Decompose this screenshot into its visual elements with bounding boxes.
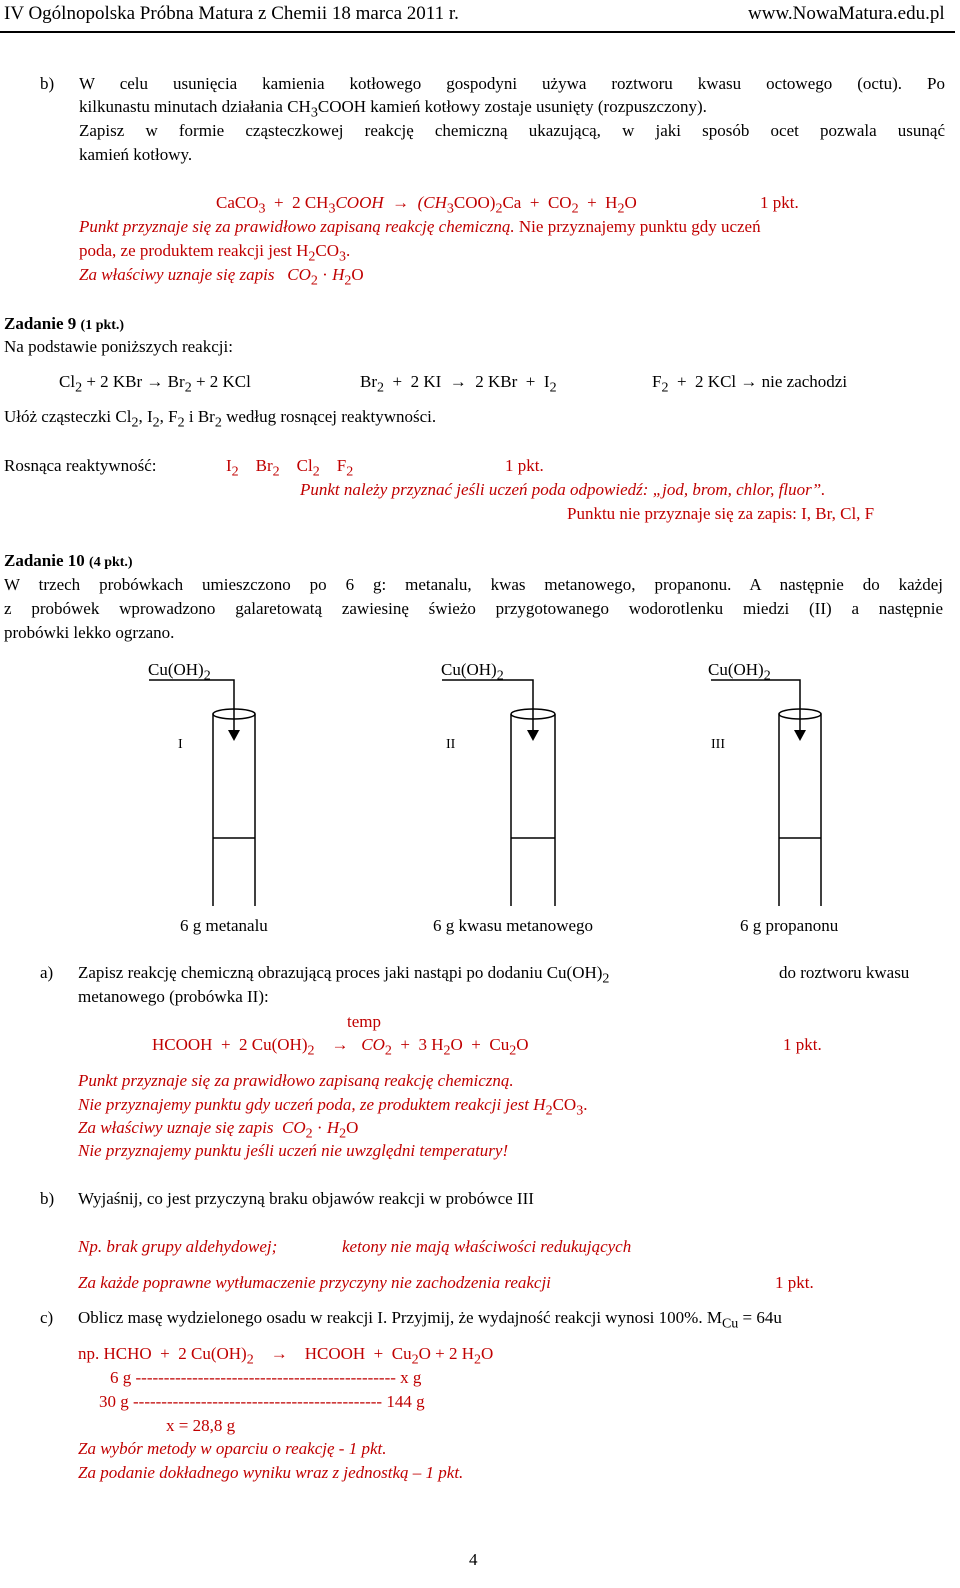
task9-points: 1 pkt. (505, 456, 544, 475)
task10a-note3: Za właściwy uznaje się zapis $CO_2 \cdot H_2O$ (78, 1118, 359, 1142)
header-title: IV Ogólnopolska Próbna Matura z Chemii 18 marca 2011 r. (4, 3, 459, 24)
test-tube-1 (149, 680, 255, 906)
task10b-question: Wyjaśnij, co jest przyczyną braku objawów reakcji w probówce III (78, 1189, 534, 1208)
tube2-roman: II (446, 737, 456, 752)
page-number: 4 (469, 1550, 478, 1569)
task10c-label: c) (40, 1308, 54, 1327)
task10c-note2: Za podanie dokładnego wyniku wraz z jednostką – 1 pkt. (78, 1463, 464, 1482)
task10b-answer2: ketony nie mają właściwości redukujących (342, 1237, 632, 1256)
t8-l2-post: COOH kamień kotłowy zostaje usunięty (rozpuszczony). (317, 97, 707, 116)
task10b-points: 1 pkt. (775, 1273, 814, 1292)
t9-r3-tail: nie zachodzi (761, 372, 848, 391)
t9-order-pre: Ułóż cząsteczki (4, 407, 112, 426)
tube1-roman: I (178, 737, 183, 752)
task8b-line3: Zapisz w formie cząsteczkowej reakcję chemiczną ukazującą, w jaki sposób ocet pozwala usunąć (79, 121, 945, 140)
t10-title: Zadanie 10 (4, 551, 85, 570)
t10a-note3: Za właściwy uznaje się zapis (78, 1118, 274, 1137)
t8-note1: Punkt przyznaje się za prawidłowo zapisaną reakcję chemiczną. (79, 217, 515, 236)
t10c-q: Oblicz masę wydzielonego osadu w reakcji I. Przyjmij, że wydajność reakcji wynosi 100%. M (78, 1308, 722, 1327)
test-tube-3 (711, 680, 821, 906)
task10a-equation: HCOOH + 2 $Cu(OH)_2$ → $CO_2 + 3$ $H_2O + Cu_2O$ (152, 1035, 529, 1059)
task10b-note: Za każde poprawne wytłumaczenie przyczyny nie zachodzenia reakcji (78, 1273, 551, 1292)
tube3-label: 6 g propanonu (740, 916, 839, 935)
t9-title: Zadanie 9 (4, 314, 77, 333)
t8-note2: Nie przyznajemy punktu gdy uczeń (518, 217, 761, 236)
task8b-line4: kamień kotłowy. (79, 145, 193, 164)
task8b-note-line3: Za właściwy uznaje się zapis $CO_2 \cdot H_2O$ (79, 265, 364, 289)
task10a-note4: Nie przyznajemy punktu jeśli uczeń nie uwzględni temperatury! (78, 1141, 509, 1160)
t10-points: (4 pkt.) (89, 555, 133, 570)
task10c-note1: Za wybór metody w oparciu o reakcję - 1 pkt. (78, 1439, 387, 1458)
task10c-line3: 30 g -------------------------------------------- 144 g (99, 1392, 425, 1411)
task10a-points: 1 pkt. (783, 1035, 822, 1054)
task10a-question-1: Zapisz reakcję chemiczną obrazującą proces jaki nastąpi po dodaniu $Cu(OH)_2$ (78, 963, 610, 987)
task9-answer-label: Rosnąca reaktywność: (4, 456, 157, 475)
task9-reaction-3: $F_2 + 2$ KCl → nie zachodzi (652, 372, 848, 396)
task10a-note2: Nie przyznajemy punktu gdy uczeń poda, ze produktem reakcji jest $H_2CO_3$. (78, 1095, 588, 1119)
task9-answer: $I_2$ $Br_2$ $Cl_2$ $F_2$ (226, 456, 354, 480)
task10b-answer1: Np. brak grupy aldehydowej; (78, 1237, 278, 1256)
tube1-reagent: $Cu(OH)_2$ (148, 660, 211, 684)
tube3-reagent: $Cu(OH)_2$ (708, 660, 771, 684)
task8b-label: b) (40, 74, 55, 93)
t9-points: (1 pkt.) (80, 318, 125, 333)
tube3-roman: III (711, 737, 725, 752)
tube1-label: 6 g metanalu (180, 916, 268, 935)
t8-note3: poda, ze produktem reakcji jest (79, 241, 292, 260)
task10a-temp: temp (347, 1012, 381, 1031)
task9-reaction-2: $Br_2 + 2$ KI → 2 KBr + $I_2$ (360, 372, 557, 396)
task10a-label: a) (40, 963, 54, 982)
task9-note1: Punkt należy przyznać jeśli uczeń poda odpowiedź: „jod, brom, chlor, fluor”. (300, 480, 826, 499)
task9-order-question: Ułóż cząsteczki $Cl_2$, $I_2$, $F_2$ i $Br_2$ według rosnącej reaktywności. (4, 407, 437, 431)
task10c-equation: np. HCHO + 2 $Cu(OH)_2$ → HCOOH + $Cu_2O + 2$ $H_2O$ (78, 1344, 494, 1368)
test-tube-2 (442, 680, 555, 906)
task8b-equation: CaCO$_3$ + 2 $CH_3COOH \to (CH_3COO)_2Ca + CO_2 + H_2O$ (216, 193, 637, 217)
task10b-label: b) (40, 1189, 55, 1208)
task10c-line2: 6 g ---------------------------------------------- x g (110, 1368, 422, 1387)
task10a-question-2: metanowego (probówka II): (78, 987, 269, 1006)
t8-l2-sub: 3 (310, 104, 318, 121)
task10c-question (78, 1307, 782, 1335)
task8b-note-line2: poda, ze produktem reakcji jest $H_2CO_3$. (79, 241, 351, 265)
task10-intro2: z probówek wprowadzono galaretowatą zawiesinę świeżo przygotowanego wodorotlenku miedzi (II) a następnie (4, 599, 943, 618)
t8-note4: Za właściwy uznaje się zapis (79, 265, 275, 284)
t8-l2-pre: kilkunastu minutach działania CH (79, 97, 311, 116)
task9-note2: Punktu nie przyznaje się za zapis: I, Br, Cl, F (567, 504, 875, 523)
t10c-q-tail: = 64u (742, 1308, 782, 1327)
task8b-points: 1 pkt. (760, 193, 799, 212)
task8b-line1: W celu usunięcia kamienia kotłowego gospodyni używa roztworu kwasu octowego (octu). Po (79, 74, 945, 93)
task10a-question-1-tail: do roztworu kwasu (779, 963, 910, 982)
t9-order-post: według rosnącej reaktywności. (226, 407, 437, 426)
task10a-note1: Punkt przyznaje się za prawidłowo zapisaną reakcję chemiczną. (78, 1071, 514, 1090)
task10c-line4: x = 28,8 g (166, 1416, 236, 1435)
header-site: www.NowaMatura.edu.pl (748, 3, 945, 24)
task9-reaction-1: $Cl_2 + 2$ KBr → $Br_2 + 2$ KCl (59, 372, 251, 396)
t10a-note2: Nie przyznajemy punktu gdy uczeń poda, ze produktem reakcji jest (78, 1095, 530, 1114)
t10c-q-sub: Cu (721, 1316, 739, 1332)
tube2-reagent: $Cu(OH)_2$ (441, 660, 504, 684)
task10-intro1: W trzech probówkach umieszczono po 6 g: metanalu, kwas metanowego, propanonu. A następnie do każdej (4, 575, 943, 594)
task9-intro: Na podstawie poniższych reakcji: (4, 337, 233, 356)
tube2-label: 6 g kwasu metanowego (433, 916, 594, 935)
task10-intro3: probówki lekko ogrzano. (4, 623, 175, 642)
t10a-q1: Zapisz reakcję chemiczną obrazującą proces jaki nastąpi po dodaniu Cu(OH) (78, 963, 603, 982)
